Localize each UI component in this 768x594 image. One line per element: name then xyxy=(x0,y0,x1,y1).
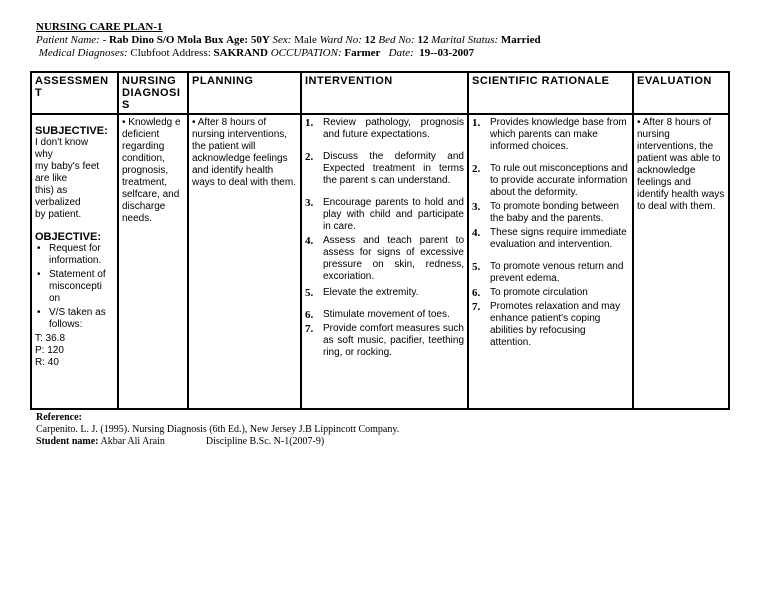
item-number: 3. xyxy=(305,197,314,209)
subjective-line: why xyxy=(35,149,53,160)
evaluation-text: • After 8 hours of nursing interventions, the patient was able to acknowledge feelings and identify health ways to deal with them. xyxy=(637,117,724,212)
subjective-line: I don't know xyxy=(35,137,89,148)
document-title: NURSING CARE PLAN-1 xyxy=(36,21,163,33)
item-number: 7. xyxy=(305,323,314,335)
document-header xyxy=(36,21,736,60)
item-number: 5. xyxy=(305,287,314,299)
student-name: Akbar Ali Arain xyxy=(100,436,165,447)
table-row xyxy=(31,114,729,409)
bed-value: 12 xyxy=(417,34,429,46)
item-text: Assess and teach parent to assess for signs of excessive pressure on skin, redness, excoriation. xyxy=(323,235,464,282)
item-text: To promote bonding between the baby and the parents. xyxy=(490,201,619,224)
occupation-label: OCCUPATION: xyxy=(270,47,342,59)
item-text: Encourage parents to hold and play with child and participate in care. xyxy=(323,197,464,232)
list-item xyxy=(472,287,629,299)
list-item xyxy=(472,261,629,285)
header-assessment: ASSESSMEN T xyxy=(31,72,118,114)
intervention-list xyxy=(305,117,464,359)
subjective-line: verbalized xyxy=(35,197,81,208)
item-text: Elevate the extremity. xyxy=(323,287,419,298)
sex-value: Male xyxy=(294,34,317,46)
patient-name-label: Patient Name: - xyxy=(36,34,107,46)
item-text: Provide comfort measures such as soft music, pacifier, teething ring, or rocking. xyxy=(323,323,464,358)
marital-label: Marital Status: xyxy=(431,34,499,46)
item-number: 7. xyxy=(472,301,481,313)
list-item: • Statement of misconcepti on xyxy=(35,269,114,305)
ward-label: Ward No: xyxy=(319,34,362,46)
item-text: Review pathology, prognosis and future expectations. xyxy=(323,117,464,140)
subjective-line: my baby's feet xyxy=(35,161,100,172)
bed-label: Bed No: xyxy=(378,34,415,46)
subjective-label: SUBJECTIVE: xyxy=(35,125,108,137)
reference-label: Reference: xyxy=(36,412,82,423)
item-number: 6. xyxy=(472,287,481,299)
assessment-cell xyxy=(31,114,118,409)
address-value: SAKRAND xyxy=(213,47,268,59)
item-number: 4. xyxy=(305,235,314,247)
address-label: Address: xyxy=(171,47,211,59)
diagnosis-text: • Knowledg e deficient regarding condition, prognosis, treatment, selfcare, and discharge needs. xyxy=(122,117,181,224)
item-number: 5. xyxy=(472,261,481,273)
list-item xyxy=(472,201,629,225)
vital-sign: T: 36.8 xyxy=(35,333,66,344)
planning-text: • After 8 hours of nursing interventions, the patient will acknowledge feelings and identify health ways to deal with them. xyxy=(192,117,296,188)
vital-sign: P: 120 xyxy=(35,345,64,356)
rationale-list xyxy=(472,117,629,349)
diagnoses-label: Medical Diagnoses: xyxy=(38,47,128,59)
item-text: Stimulate movement of toes. xyxy=(323,309,450,320)
student-label: Student name: xyxy=(36,436,99,447)
list-item xyxy=(305,151,464,187)
objective-list xyxy=(35,243,114,331)
list-item: • Request for information. xyxy=(35,243,114,267)
reference-text: Carpenito. L. J. (1995). Nursing Diagnosis (6th Ed.), New Jersey J.B Lippincott Company. xyxy=(36,424,400,435)
list-item xyxy=(472,301,629,349)
table-header-row xyxy=(31,72,729,114)
subjective-line: this) as xyxy=(35,185,68,196)
list-item xyxy=(472,163,629,199)
item-number: 6. xyxy=(305,309,314,321)
date-label: Date: xyxy=(388,47,414,59)
list-item xyxy=(472,227,629,251)
intervention-cell xyxy=(301,114,468,409)
item-text: To rule out misconceptions and to provide accurate information about the deformity. xyxy=(490,163,628,198)
evaluation-cell xyxy=(633,114,729,409)
sex-label: Sex: xyxy=(272,34,292,46)
item-text: To promote venous return and prevent edema. xyxy=(490,261,624,284)
age-value: 50Y xyxy=(250,34,270,46)
occupation-value: Farmer xyxy=(344,47,381,59)
planning-cell xyxy=(188,114,301,409)
item-text: Promotes relaxation and may enhance patient's coping abilities by refocusing attention. xyxy=(490,301,621,348)
subjective-line: by patient. xyxy=(35,209,82,220)
header-nursing-diagnosis: NURSING DIAGNOSI S xyxy=(118,72,188,114)
list-item xyxy=(305,235,464,283)
list-item xyxy=(305,309,464,321)
item-number: 2. xyxy=(472,163,481,175)
rationale-cell xyxy=(468,114,633,409)
list-item xyxy=(472,117,629,153)
date-value: 19--03-2007 xyxy=(419,47,475,59)
patient-name: Rab Dino S/O Mola Bux xyxy=(109,34,224,46)
list-item xyxy=(305,287,464,299)
item-number: 1. xyxy=(305,117,314,129)
item-text: Discuss the deformity and Expected treatment in terms the parent s can understand. xyxy=(323,151,464,186)
item-text: These signs require immediate evaluation and intervention. xyxy=(490,227,627,250)
discipline-text: Discipline B.Sc. N-1(2007-9) xyxy=(205,436,325,447)
subjective-line: are like xyxy=(35,173,68,184)
item-number: 4. xyxy=(472,227,481,239)
header-scientific-rationale: SCIENTIFIC RATIONALE xyxy=(468,72,633,114)
header-planning: PLANNING xyxy=(188,72,301,114)
age-label: Age: xyxy=(226,34,249,46)
header-intervention: INTERVENTION xyxy=(301,72,468,114)
list-item xyxy=(305,197,464,233)
nursing-diagnosis-cell xyxy=(118,114,188,409)
care-plan-table xyxy=(30,71,730,410)
marital-value: Married xyxy=(500,34,541,46)
item-number: 3. xyxy=(472,201,481,213)
objective-label: OBJECTIVE: xyxy=(35,231,102,243)
header-evaluation: EVALUATION xyxy=(633,72,729,114)
list-item xyxy=(305,323,464,359)
ward-value: 12 xyxy=(364,34,376,46)
list-item xyxy=(305,117,464,141)
diagnosis-info-line xyxy=(36,47,736,60)
document-footer xyxy=(36,412,736,448)
item-number: 1. xyxy=(472,117,481,129)
vital-sign: R: 40 xyxy=(35,357,59,368)
item-number: 2. xyxy=(305,151,314,163)
list-item: • V/S taken as follows: xyxy=(35,307,114,331)
student-line xyxy=(36,436,736,448)
patient-info-line xyxy=(36,34,736,47)
item-text: Provides knowledge base from which parents can make informed choices. xyxy=(490,117,627,152)
item-text: To promote circulation xyxy=(490,287,588,298)
diagnoses-value: Clubfoot xyxy=(130,47,170,59)
